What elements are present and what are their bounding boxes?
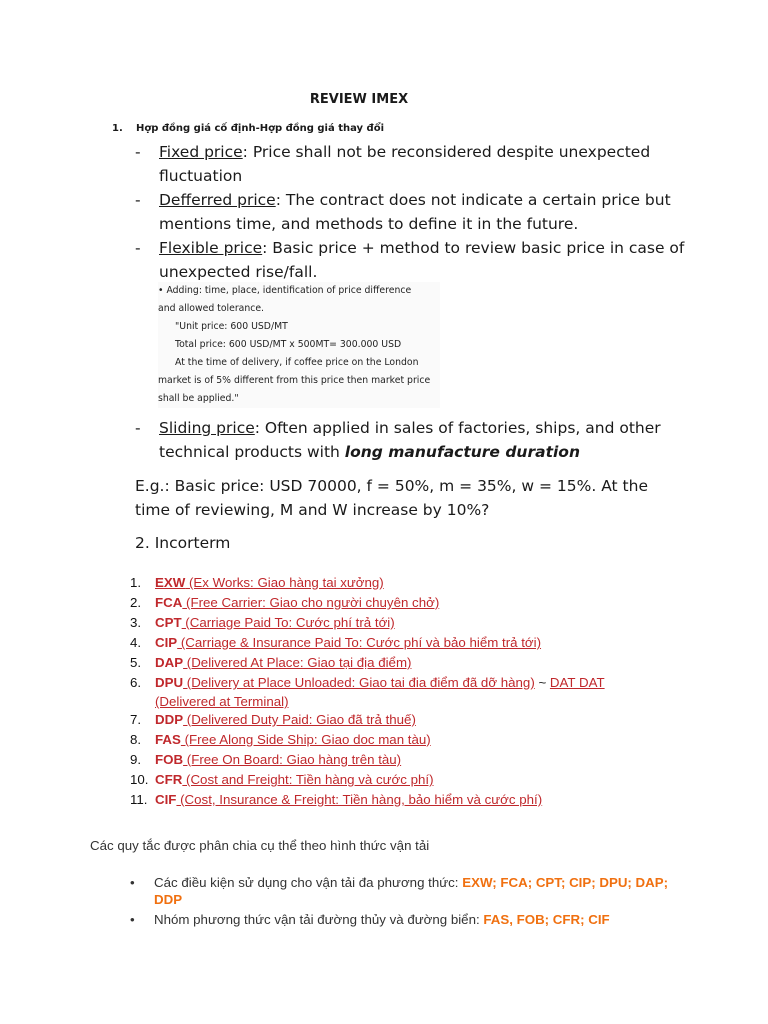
code-dpu[interactable]: DPU (155, 675, 184, 690)
item-number: 1. (130, 575, 142, 590)
emphasis-long-duration: long manufacture duration (344, 443, 580, 461)
rule-label: Nhóm phương thức vận tải đường thủy và đường biển: (154, 912, 484, 927)
embedded-quote-image (158, 282, 440, 408)
item-number: 7. (130, 712, 142, 727)
bullet-text-line2: fluctuation (159, 167, 243, 185)
link-fca[interactable]: (Free Carrier: Giao cho người chuyên chở) (182, 595, 440, 610)
document-title: REVIEW IMEX (309, 92, 409, 107)
section-2-heading: 2. Incorterm (135, 534, 231, 552)
link-fas[interactable]: (Free Along Side Ship: Giao doc man tàu) (180, 732, 431, 747)
dash-marker: - (135, 191, 141, 209)
dash-marker: - (135, 239, 141, 257)
item-number: 3. (130, 615, 142, 630)
term-deferred-price: Defferred price (159, 191, 276, 209)
bullet-text: : Price shall not be reconsidered despite unexpected (242, 143, 651, 161)
rule-codes: EXW; FCA; CPT; CIP; DPU; DAP; DDP (154, 875, 669, 907)
bullet-sliding-price (135, 416, 695, 464)
code-exw[interactable]: EXW (155, 575, 186, 590)
bullet-text: : The contract does not indicate a certain price but (275, 191, 671, 209)
bullet-dot: • (130, 875, 135, 890)
item-number: 9. (130, 752, 142, 767)
rule-codes: FAS, FOB; CFR; CIF (483, 912, 610, 927)
quote-line: Total price: 600 USD/MT x 500MT= 300.000 USD (175, 339, 402, 350)
link-cip[interactable]: (Carriage & Insurance Paid To: Cước phí và bảo hiểm trả tới) (177, 635, 542, 650)
bullet-dot: • (130, 912, 135, 927)
link-dat[interactable]: DAT DAT (549, 675, 605, 690)
item-number: 11. (130, 792, 148, 807)
code-dap[interactable]: DAP (155, 655, 184, 670)
item-number: 4. (130, 635, 142, 650)
quote-line: At the time of delivery, if coffee price on the London (175, 357, 419, 368)
bullet-text-line2: technical products with (159, 443, 345, 461)
item-number: 2. (130, 595, 142, 610)
code-cfr[interactable]: CFR (155, 772, 183, 787)
item-number: 5. (130, 655, 142, 670)
term-sliding-price: Sliding price (159, 419, 255, 437)
item-number: 8. (130, 732, 142, 747)
item-number: 6. (130, 675, 142, 690)
rule-sea-waterway (130, 911, 700, 929)
example-paragraph: E.g.: Basic price: USD 70000, f = 50%, m = 35%, w = 15%. At the time of reviewing, M and W increase by 10%? (135, 477, 648, 519)
code-cip[interactable]: CIP (155, 635, 178, 650)
code-ddp[interactable]: DDP (155, 712, 184, 727)
quote-line: and allowed tolerance. (158, 303, 265, 314)
code-fca[interactable]: FCA (155, 595, 183, 610)
link-dat-desc[interactable]: (Delivered at Terminal) (155, 694, 289, 709)
bullet-text: : Often applied in sales of factories, ships, and other (254, 419, 661, 437)
bullet-text: : Basic price + method to review basic price in case of (262, 239, 685, 257)
quote-line: shall be applied." (158, 393, 239, 404)
dash-marker: - (135, 419, 141, 437)
link-dpu[interactable]: (Delivery at Place Unloaded: Giao tai đia điểm đã dỡ hàng) (183, 675, 535, 690)
term-fixed-price: Fixed price (159, 143, 243, 161)
code-fob[interactable]: FOB (155, 752, 184, 767)
link-fob[interactable]: (Free On Board: Giao hàng trên tàu) (183, 752, 402, 767)
section-number: 1. (112, 123, 123, 134)
link-dap[interactable]: (Delivered At Place: Giao tại địa điểm) (183, 655, 412, 670)
link-cfr[interactable]: (Cost and Freight: Tiền hàng và cước phí) (182, 772, 434, 787)
link-exw[interactable]: (Ex Works: Giao hàng tai xưởng) (185, 575, 384, 590)
dash-marker: - (135, 143, 141, 161)
term-flexible-price: Flexible price (159, 239, 263, 257)
link-cif[interactable]: (Cost, Insurance & Freight: Tiền hàng, bảo hiểm và cước phí) (176, 792, 543, 807)
section-1-heading (112, 123, 384, 134)
bullet-fixed-price (135, 140, 695, 188)
item-number: 10. (130, 772, 149, 787)
quote-line: • Adding: time, place, identification of price difference (158, 285, 412, 296)
bullet-text-line2: unexpected rise/fall. (159, 263, 318, 281)
quote-line: market is of 5% different from this price then market price (158, 375, 431, 386)
bullet-deferred-price (135, 188, 695, 236)
code-fas[interactable]: FAS (155, 732, 181, 747)
rule-label: Các điều kiện sử dụng cho vận tải đa phương thức: (154, 875, 463, 890)
link-cpt[interactable]: (Carriage Paid To: Cước phí trả tới) (181, 615, 395, 630)
code-cpt[interactable]: CPT (155, 615, 182, 630)
quote-line: "Unit price: 600 USD/MT (175, 321, 288, 332)
link-ddp[interactable]: (Delivered Duty Paid: Giao đã trả thuế) (183, 712, 416, 727)
code-cif[interactable]: CIF (155, 792, 177, 807)
rules-intro: Các quy tắc được phân chia cụ thể theo hình thức vận tải (90, 838, 430, 853)
bullet-text-line2: mentions time, and methods to define it in the future. (159, 215, 579, 233)
rule-multimodal (130, 874, 700, 910)
tilde-separator: ~ (534, 675, 550, 690)
section-heading-text: Hợp đồng giá cố định-Hợp đồng giá thay đổi (136, 123, 385, 134)
bullet-flexible-price (135, 236, 695, 284)
